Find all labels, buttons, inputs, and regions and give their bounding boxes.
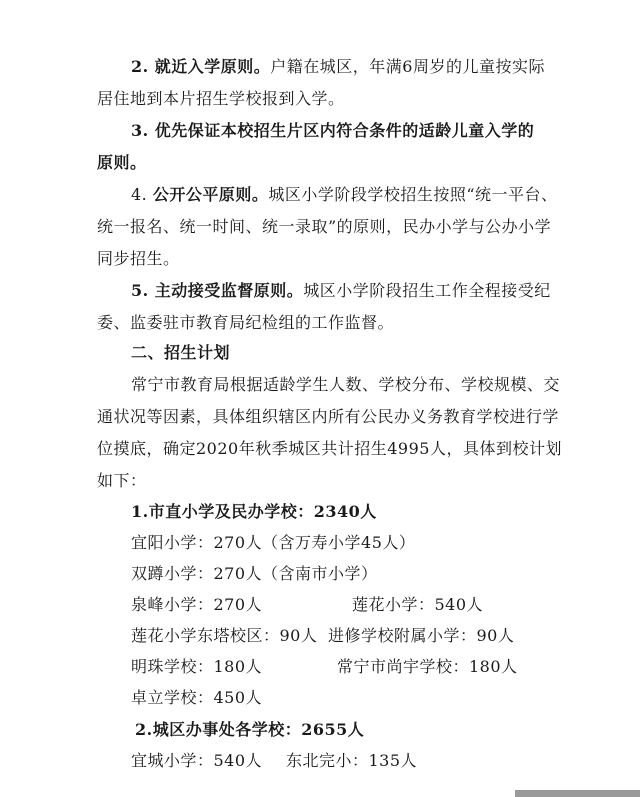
school-entry: 进修学校附属小学：90人: [328, 626, 515, 645]
paragraph-principle-2-line-2: 居住地到本片招生学校报到入学。: [97, 89, 345, 108]
principle-2-title: 2. 就近入学原则。: [131, 57, 271, 76]
school-entry: 莲花小学：540人: [352, 595, 484, 614]
principle-4-title: 公开公平原则。: [152, 185, 269, 204]
school-entry: 宜阳小学：270人（含万寿小学45人）: [131, 533, 416, 552]
paragraph-principle-3-line-2: 原则。: [97, 153, 147, 172]
school-entry: 卓立学校：450人: [131, 688, 263, 707]
principle-2-text: 户籍在城区，年满6周岁的儿童按实际: [270, 57, 545, 76]
paragraph-plan-line-2: 通状况等因素，具体组织辖区内所有公民办义务教育学校进行学: [97, 407, 560, 426]
school-entry: 泉峰小学：270人: [131, 595, 263, 614]
principle-5-text: 城区小学阶段招生工作全程接受纪: [303, 281, 551, 300]
paragraph-principle-3-line-1: 3. 优先保证本校招生片区内符合条件的适龄儿童入学的: [131, 121, 535, 140]
school-entry: 常宁市尚宇学校：180人: [337, 657, 518, 676]
principle-4-number: 4.: [131, 185, 148, 204]
school-entry: 宜城小学：540人: [131, 751, 263, 770]
paragraph-principle-4-line-1: [131, 185, 558, 205]
subsection-heading-district-schools: 2.城区办事处各学校：2655人: [135, 720, 365, 739]
school-entry: 双蹲小学：270人（含南市小学）: [131, 564, 378, 583]
paragraph-principle-5-line-1: [131, 281, 551, 301]
school-entry: 明珠学校：180人: [131, 657, 263, 676]
section-heading-enrollment-plan: 二、招生计划: [131, 343, 231, 362]
paragraph-principle-4-line-3: 同步招生。: [97, 249, 180, 268]
page-edge-bar: [515, 790, 640, 797]
subsection-heading-city-schools: 1.市直小学及民办学校：2340人: [131, 502, 377, 521]
school-entry: 东北完小：135人: [286, 751, 418, 770]
paragraph-plan-line-3: 位摸底，确定2020年秋季城区共计招生4995人，具体到校计划: [97, 439, 562, 458]
principle-4-text: 城区小学阶段学校招生按照“统一平台、: [268, 185, 558, 204]
paragraph-principle-5-line-2: 委、监委驻市教育局纪检组的工作监督。: [97, 313, 395, 332]
principle-5-title: 5. 主动接受监督原则。: [131, 281, 304, 300]
school-entry: 莲花小学东塔校区：90人: [131, 626, 318, 645]
paragraph-plan-line-4: 如下：: [97, 471, 147, 490]
paragraph-principle-4-line-2: 统一报名、统一时间、统一录取”的原则，民办小学与公办小学: [97, 217, 552, 236]
paragraph-plan-line-1: 常宁市教育局根据适龄学生人数、学校分布、学校规模、交: [131, 375, 561, 394]
paragraph-principle-2-line-1: [131, 57, 545, 77]
